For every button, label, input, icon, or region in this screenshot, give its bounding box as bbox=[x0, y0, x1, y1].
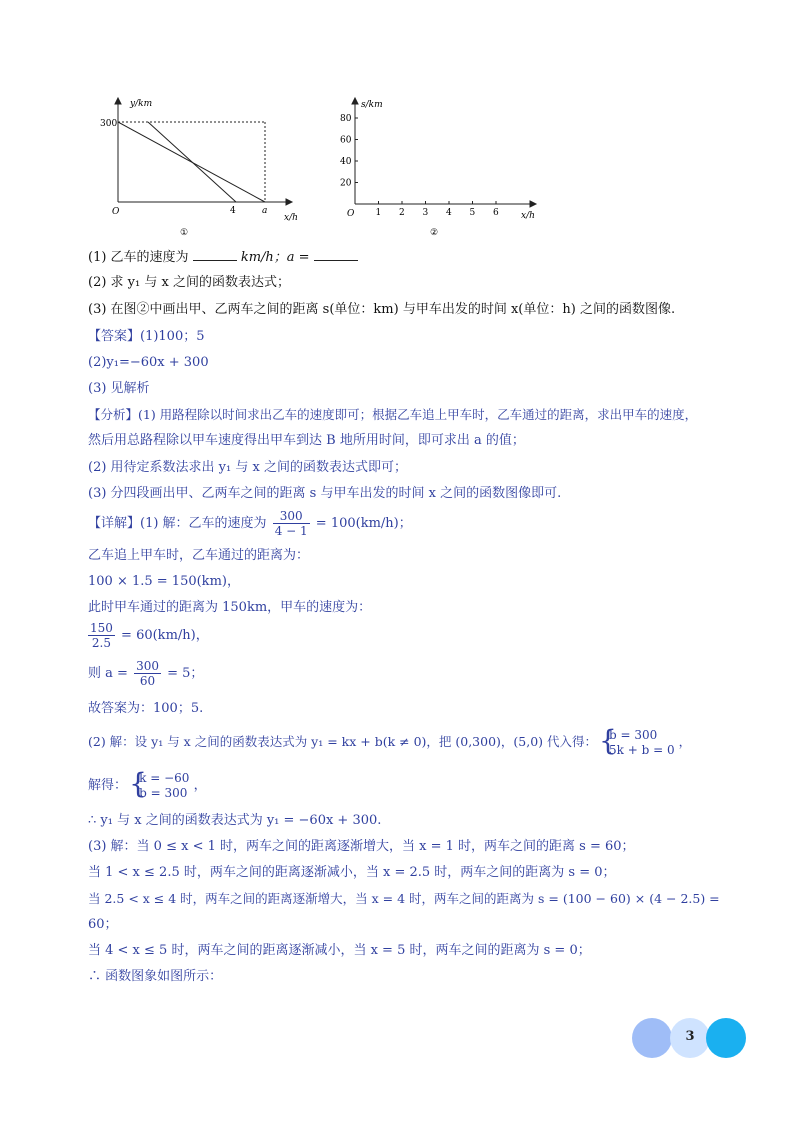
q1-blank-2 bbox=[314, 248, 358, 261]
fig2-x-label: x/h bbox=[521, 211, 535, 221]
detail-5-result: = 60(km/h)， bbox=[121, 628, 209, 643]
fig2-origin: O bbox=[347, 209, 355, 219]
detail-2: 乙车追上甲车时，乙车通过的距离为： bbox=[88, 548, 310, 563]
detail-8-system: { b = 300 5k + b = 0 bbox=[601, 728, 675, 758]
detail-14: 60； bbox=[88, 917, 118, 932]
detail-9-comma: ， bbox=[193, 778, 207, 793]
detail-11: (3) 解：当 0 ≤ x < 1 时，两车之间的距离逐渐增大，当 x = 1 时，两车之间的距离 s = 60； bbox=[88, 839, 635, 854]
fig2-y-tick-label: 80 bbox=[340, 114, 352, 124]
fig2-x-tick-label: 1 bbox=[375, 208, 382, 218]
detail-6-fraction: $\frac{300}{60}$ bbox=[136, 659, 159, 688]
page-circle-left bbox=[632, 1018, 672, 1058]
detail-9 bbox=[88, 770, 207, 802]
analysis-line-3: (2) 用待定系数法求出 y₁ 与 x 之间的函数表达式即可； bbox=[88, 460, 407, 475]
detail-5-fraction: $\frac{150}{2.5}$ bbox=[90, 621, 113, 650]
detail-1-fraction: $\frac{300}{4 - 1}$ bbox=[274, 509, 308, 538]
detail-1-text: 【详解】(1) 解：乙车的速度为 bbox=[88, 516, 267, 531]
analysis-line-2: 然后用总路程除以甲车速度得出甲车到达 B 地所用时间，即可求出 a 的值； bbox=[88, 433, 525, 448]
answer-2: (2)y₁=−60x + 300 bbox=[88, 355, 209, 370]
fig1-x-tick-4: 4 bbox=[230, 206, 236, 216]
fig1-caption: ① bbox=[180, 228, 189, 238]
detail-15: 当 4 < x ≤ 5 时，两车之间的距离逐渐减小，当 x = 5 时，两车之间的距离为 s = 0； bbox=[88, 943, 591, 958]
detail-6-text: 则 a = bbox=[88, 666, 128, 681]
fig2-x-arrow bbox=[530, 201, 536, 207]
page-circle-right bbox=[706, 1018, 746, 1058]
answer-3: (3) 见解析 bbox=[88, 381, 150, 396]
fig1-x-tick-a: a bbox=[262, 206, 268, 216]
fig2-x-tick-label: 3 bbox=[422, 208, 429, 218]
question-1 bbox=[88, 248, 358, 267]
figure-2 bbox=[335, 94, 545, 240]
fig1-x-arrow bbox=[286, 199, 292, 205]
detail-4: 此时甲车通过的距离为 150km，甲车的速度为： bbox=[88, 600, 372, 615]
detail-16: ∴ 函数图象如图所示： bbox=[88, 969, 223, 984]
detail-8 bbox=[88, 726, 691, 758]
fig1-origin: O bbox=[112, 207, 120, 217]
detail-8-comma: ， bbox=[678, 734, 692, 749]
detail-9-system: { k = −60 b = 300 bbox=[131, 771, 189, 801]
fig2-y-arrow bbox=[352, 98, 358, 104]
detail-7: 故答案为：100；5. bbox=[88, 701, 204, 716]
fig2-x-tick-label: 5 bbox=[469, 208, 476, 218]
question-3: (3) 在图②中画出甲、乙两车之间的距离 s(单位：km) 与甲车出发的时间 x(单位：h) 之间的函数图像. bbox=[88, 302, 676, 317]
q1-text-b: km/h；a = bbox=[240, 250, 310, 265]
detail-6-result: = 5； bbox=[167, 666, 204, 681]
fig2-y-tick-label: 40 bbox=[340, 157, 352, 167]
detail-5 bbox=[88, 620, 209, 652]
fig1-y-tick-300: 300 bbox=[100, 119, 118, 129]
fig1-line-yi bbox=[148, 122, 236, 202]
fig1-y-label: y/km bbox=[130, 99, 153, 109]
question-2: (2) 求 y₁ 与 x 之间的函数表达式； bbox=[88, 275, 290, 290]
detail-1-result: = 100(km/h)； bbox=[315, 516, 412, 531]
analysis-line-4: (3) 分四段画出甲、乙两车之间的距离 s 与甲车出发的时间 x 之间的函数图像即可. bbox=[88, 486, 562, 501]
detail-1 bbox=[88, 508, 412, 540]
answer-title: 【答案】(1)100；5 bbox=[88, 329, 205, 344]
analysis-line-1: 【分析】(1) 用路程除以时间求出乙车的速度即可；根据乙车追上甲车时，乙车通过的距离，求出甲车的速度， bbox=[88, 407, 698, 422]
page-number: 3 bbox=[685, 1029, 695, 1044]
detail-13: 当 2.5 < x ≤ 4 时，两车之间的距离逐渐增大，当 x = 4 时，两车之间的距离为 s = (100 − 60) × (4 − 2.5) = bbox=[88, 891, 720, 906]
detail-9-text: 解得： bbox=[88, 778, 128, 793]
fig2-y-tick-label: 20 bbox=[340, 178, 352, 189]
fig2-x-tick-label: 4 bbox=[446, 208, 452, 218]
figure-1 bbox=[100, 92, 300, 238]
fig2-x-tick-label: 6 bbox=[493, 208, 499, 218]
detail-3: 100 × 1.5 = 150(km)， bbox=[88, 574, 240, 589]
fig1-y-arrow bbox=[115, 98, 121, 104]
fig2-y-tick-label: 60 bbox=[340, 135, 352, 146]
detail-10: ∴ y₁ 与 x 之间的函数表达式为 y₁ = −60x + 300. bbox=[88, 813, 382, 828]
fig2-caption: ② bbox=[430, 228, 439, 238]
fig1-x-label: x/h bbox=[284, 213, 298, 223]
q1-blank-1 bbox=[193, 248, 237, 261]
fig2-y-label: s/km bbox=[361, 100, 383, 110]
q1-text-a: (1) 乙车的速度为 bbox=[88, 250, 189, 265]
detail-6 bbox=[88, 658, 203, 690]
detail-8-text: (2) 解：设 y₁ 与 x 之间的函数表达式为 y₁ = kx + b(k ≠ 0)，把 (0,300)，(5,0) 代入得： bbox=[88, 734, 598, 749]
fig2-x-tick-label: 2 bbox=[399, 208, 405, 218]
detail-12: 当 1 < x ≤ 2.5 时，两车之间的距离逐渐减小，当 x = 2.5 时，两车之间的距离为 s = 0； bbox=[88, 865, 616, 880]
